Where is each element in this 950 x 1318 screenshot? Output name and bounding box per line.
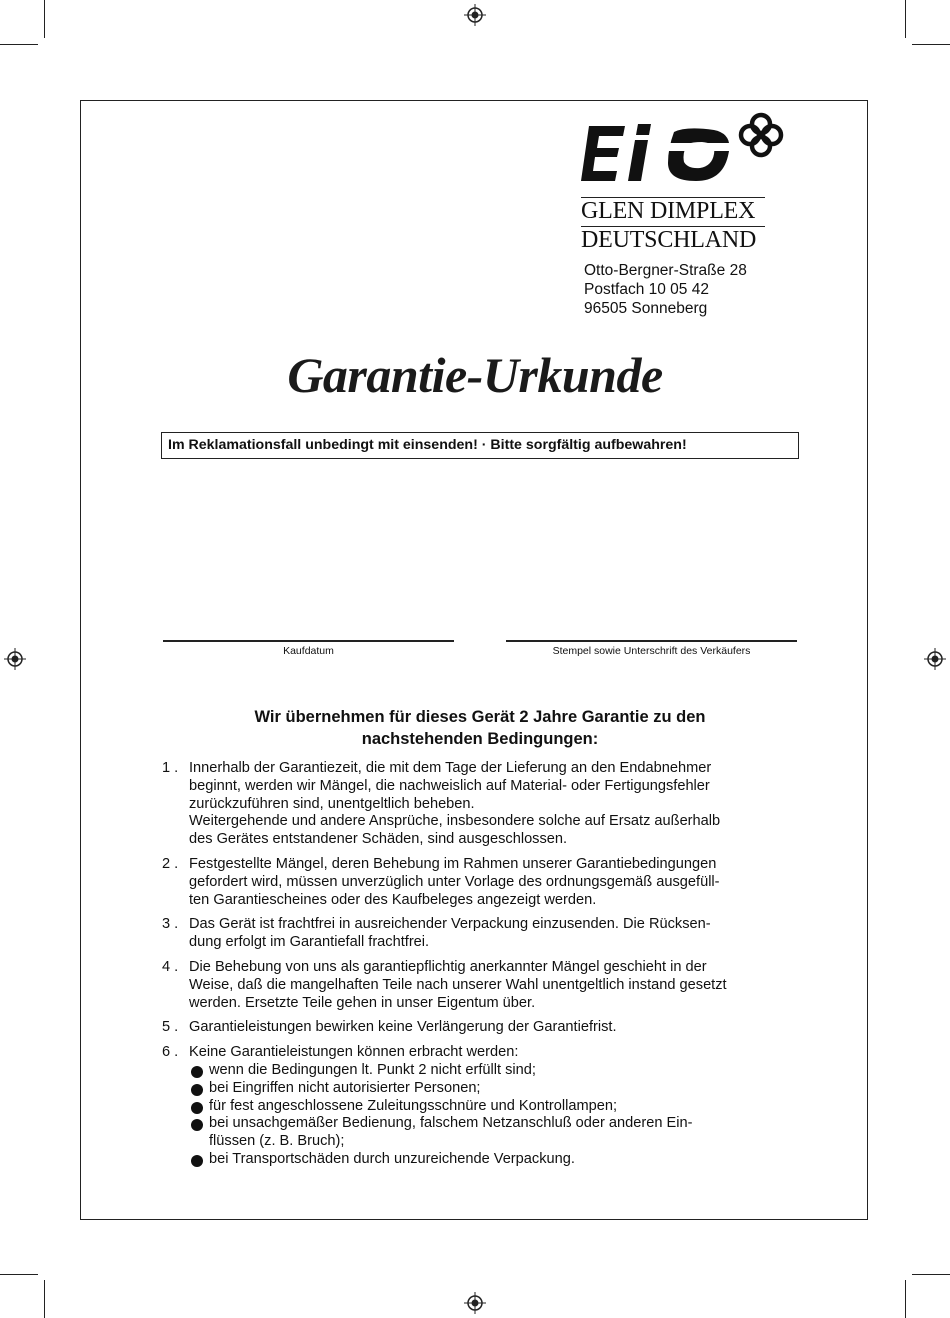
- crop-mark: [44, 0, 45, 38]
- dealer-signature-line: [506, 640, 797, 642]
- condition-number: 5 .: [162, 1019, 179, 1036]
- bullet-dot-icon: [191, 1155, 203, 1167]
- crop-mark: [912, 44, 950, 45]
- condition-number: 1 .: [162, 760, 179, 776]
- condition-text: [189, 1019, 802, 1037]
- bullet-line: bei unsachgemäßer Bedienung, falschem Netzanschluß oder anderen Ein-: [209, 1115, 693, 1132]
- registration-mark-icon: [4, 648, 26, 670]
- condition-number: 6 .: [162, 1044, 179, 1061]
- crop-mark: [0, 44, 38, 45]
- condition-line: zurückzuführen sind, unentgeltlich beheben.: [189, 795, 475, 812]
- condition-line: Innerhalb der Garantiezeit, die mit dem Tage der Lieferung an den Endabnehmer: [189, 760, 712, 776]
- purchase-date-line: [163, 640, 454, 642]
- bullet-line: für fest angeschlossene Zuleitungsschnüre und Kontrollampen;: [209, 1097, 618, 1114]
- bullet-dot-icon: [191, 1066, 203, 1078]
- warranty-heading: [0, 706, 950, 750]
- condition-item: [162, 856, 802, 909]
- company-logo: [578, 108, 808, 190]
- condition-line: Garantieleistungen bewirken keine Verlängerung der Garantiefrist.: [189, 1019, 617, 1036]
- bullet-line: bei Transportschäden durch unzureichende Verpackung.: [209, 1150, 575, 1167]
- notice-box: Im Reklamationsfall unbedingt mit einsenden! · Bitte sorgfältig aufbewahren!: [161, 432, 799, 459]
- condition-item: [162, 959, 802, 1012]
- conditions-list: [162, 760, 802, 1176]
- condition-line: beginnt, werden wir Mängel, die nachweislich auf Material- oder Fertigungsfehler: [189, 777, 710, 794]
- crop-mark: [912, 1274, 950, 1275]
- bullet-line: bei Eingriffen nicht autorisierter Personen;: [209, 1079, 481, 1096]
- condition-item: [162, 760, 802, 849]
- condition-item: [162, 1044, 802, 1169]
- condition-item: [162, 1019, 802, 1037]
- bullet-line: flüssen (z. B. Bruch);: [209, 1133, 345, 1150]
- bullet-dot-icon: [191, 1119, 203, 1131]
- condition-line: Die Behebung von uns als garantiepflichtig anerkannter Mängel geschieht in der: [189, 958, 707, 975]
- condition-line: Festgestellte Mängel, deren Behebung im Rahmen unserer Garantiebedingungen: [189, 855, 717, 872]
- condition-text: [189, 760, 802, 849]
- dealer-signature-label: Stempel sowie Unterschrift des Verkäufers: [552, 645, 751, 657]
- page-title: Garantie-Urkunde: [287, 347, 663, 403]
- condition-line: Das Gerät ist frachtfrei in ausreichender Verpackung einzusenden. Die Rücksen-: [189, 916, 711, 933]
- purchase-date-label: Kaufdatum: [283, 645, 334, 657]
- condition-text: [189, 916, 802, 952]
- condition-number: 2 .: [162, 855, 179, 872]
- condition-line: des Gerätes entstandener Schäden, sind ausgeschlossen.: [189, 831, 568, 848]
- condition-text: [189, 959, 802, 1012]
- condition-line: werden. Ersetzte Teile gehen in unser Eigentum über.: [189, 994, 536, 1011]
- bullet-line: wenn die Bedingungen lt. Punkt 2 nicht erfüllt sind;: [209, 1061, 536, 1078]
- condition-line: Weitergehende und andere Ansprüche, insbesondere solche auf Ersatz außerhalb: [189, 813, 721, 830]
- condition-item: [162, 916, 802, 952]
- crop-mark: [905, 0, 906, 38]
- condition-line: Keine Garantieleistungen können erbracht werden:: [189, 1044, 519, 1061]
- bullet-item: [189, 1062, 802, 1080]
- bullet-item: [189, 1151, 802, 1169]
- crop-mark: [0, 1274, 38, 1275]
- registration-mark-icon: [464, 1292, 486, 1314]
- address-city: 96505 Sonneberg: [584, 300, 708, 317]
- condition-line: Weise, daß die mangelhaften Teile nach unserer Wahl unentgeltlich instand gesetzt: [189, 976, 727, 993]
- heading-line: nachstehenden Bedingungen:: [361, 730, 599, 748]
- condition-number: 3 .: [162, 916, 179, 933]
- condition-number: 4 .: [162, 958, 179, 975]
- crop-mark: [905, 1280, 906, 1318]
- condition-line: gefordert wird, müssen unverzüglich unter Vorlage des ordnungsgemäß ausgefüll-: [189, 873, 720, 890]
- company-name-line-1: GLEN DIMPLEX: [581, 197, 765, 224]
- address-street: Otto-Bergner-Straße 28: [584, 262, 747, 279]
- condition-line: ten Garantiescheines oder des Kaufbeleges angezeigt werden.: [189, 891, 597, 908]
- registration-mark-icon: [924, 648, 946, 670]
- condition-text: [189, 856, 802, 909]
- bullet-dot-icon: [191, 1084, 203, 1096]
- bullet-item: [189, 1115, 802, 1151]
- company-name-line-2: DEUTSCHLAND: [581, 226, 765, 253]
- registration-mark-icon: [464, 4, 486, 26]
- heading-line: Wir übernehmen für dieses Gerät 2 Jahre Garantie zu den: [254, 708, 706, 726]
- bullet-dot-icon: [191, 1102, 203, 1114]
- address-postbox: Postfach 10 05 42: [584, 281, 709, 298]
- bullet-item: [189, 1080, 802, 1098]
- condition-line: dung erfolgt im Garantiefall frachtfrei.: [189, 934, 430, 951]
- crop-mark: [44, 1280, 45, 1318]
- condition-text: [189, 1044, 802, 1169]
- bullet-item: [189, 1098, 802, 1116]
